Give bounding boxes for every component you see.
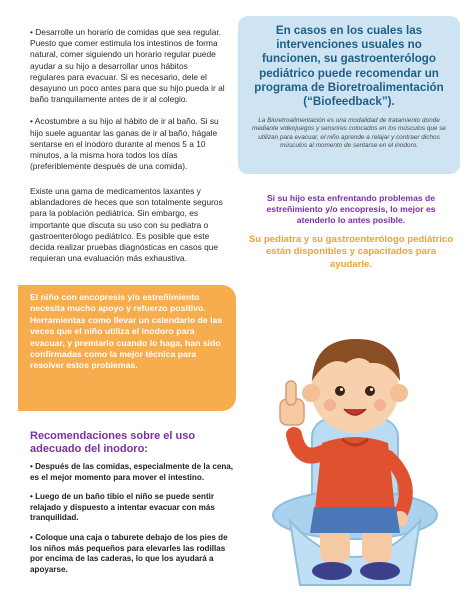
recommendation-item: • Luego de un baño tibio el niño se puede sentir relajado y dispuesto a intentar evacuar con más tranquilidad.	[30, 492, 215, 523]
biofeedback-note: La Bioretroalimentación es una modalidad de tratamiento donde mediante videojuegos y sensores colocados en los músculos que se utilizan para evacuar, el niño aprende a relajar y contraer dichos músculos al momento de sentarse en el inodoro.	[252, 117, 446, 149]
encopresis-text: El niño con encopresis y/o estreñimiento necesita mucho apoyo y refuerzo positivo. Herramientas como llevar un calendario de las veces que el niño utiliza el inodoro para evacuar, y premiarlo cuando lo haga, han sido confirmadas como la mejor técnica para resolver estos problemas.	[30, 292, 223, 371]
bullet-regular-meals: • Desarrolle un horario de comidas que sea regular. Puesto que comer estimula los intestinos de forma natural, comer siguiendo un horario regular puede ayudar a su hijo a desarrollar unos hábitos regulares para evacuar. Si es necesario, dele el desayuno un poco antes para que su hijo pueda ir al baño tranquilamente antes de ir al colegio.	[30, 27, 225, 105]
recommendation-item: • Después de las comidas, especialmente de la cena, es el mejor momento para mover el intestino.	[30, 462, 234, 482]
recommendations-title: Recomendaciones sobre el uso adecuado del inodoro:	[30, 430, 196, 455]
biofeedback-heading: En casos en los cuales las intervenciones usuales no funcionen, su gastroenterólogo pediátrico puede recomendar un programa de Bioretroalimentación (“Biofeedback”).	[254, 24, 444, 109]
early-attention-note: Si su hijo esta enfrentando problemas de estreñimiento y/o encopresis, lo mejor es atenderlo lo antes posible.	[266, 193, 436, 225]
encopresis-box	[18, 285, 236, 411]
child-on-toilet-illustration	[250, 293, 460, 593]
left-column	[30, 27, 225, 172]
thumbs-up-icon	[280, 381, 304, 425]
doctors-available-note: Su pediatra y su gastroenterólogo pediátrico están disponibles y capacitados para ayudarle.	[248, 234, 454, 270]
recommendations-list	[30, 462, 235, 584]
medications-paragraph: Existe una gama de medicamentos laxantes y ablandadores de heces que son totalmente seguros para la población pediátrica. Sin embargo, es importante que discuta su uso con su pediatra o gastroenterólogo pediátrico. Es posible que este decida realizar pruebas diagnósticas en casos que requieran una evaluación más exhaustiva.	[30, 186, 223, 264]
biofeedback-box	[238, 16, 460, 174]
bullet-toilet-habit: • Acostumbre a su hijo al hábito de ir al baño. Si su hijo suele aguantar las ganas de ir al baño, hágale sentarse en el inodoro durante al menos 5 a 10 minutos, a la misma hora todos los días (preferiblemente después de una comida).	[30, 116, 219, 172]
recommendation-item: • Coloque una caja o taburete debajo de los pies de los niños más pequeños para elevarles las rodillas por encima de las caderas, lo que los ayudará a apoyarse.	[30, 532, 228, 574]
